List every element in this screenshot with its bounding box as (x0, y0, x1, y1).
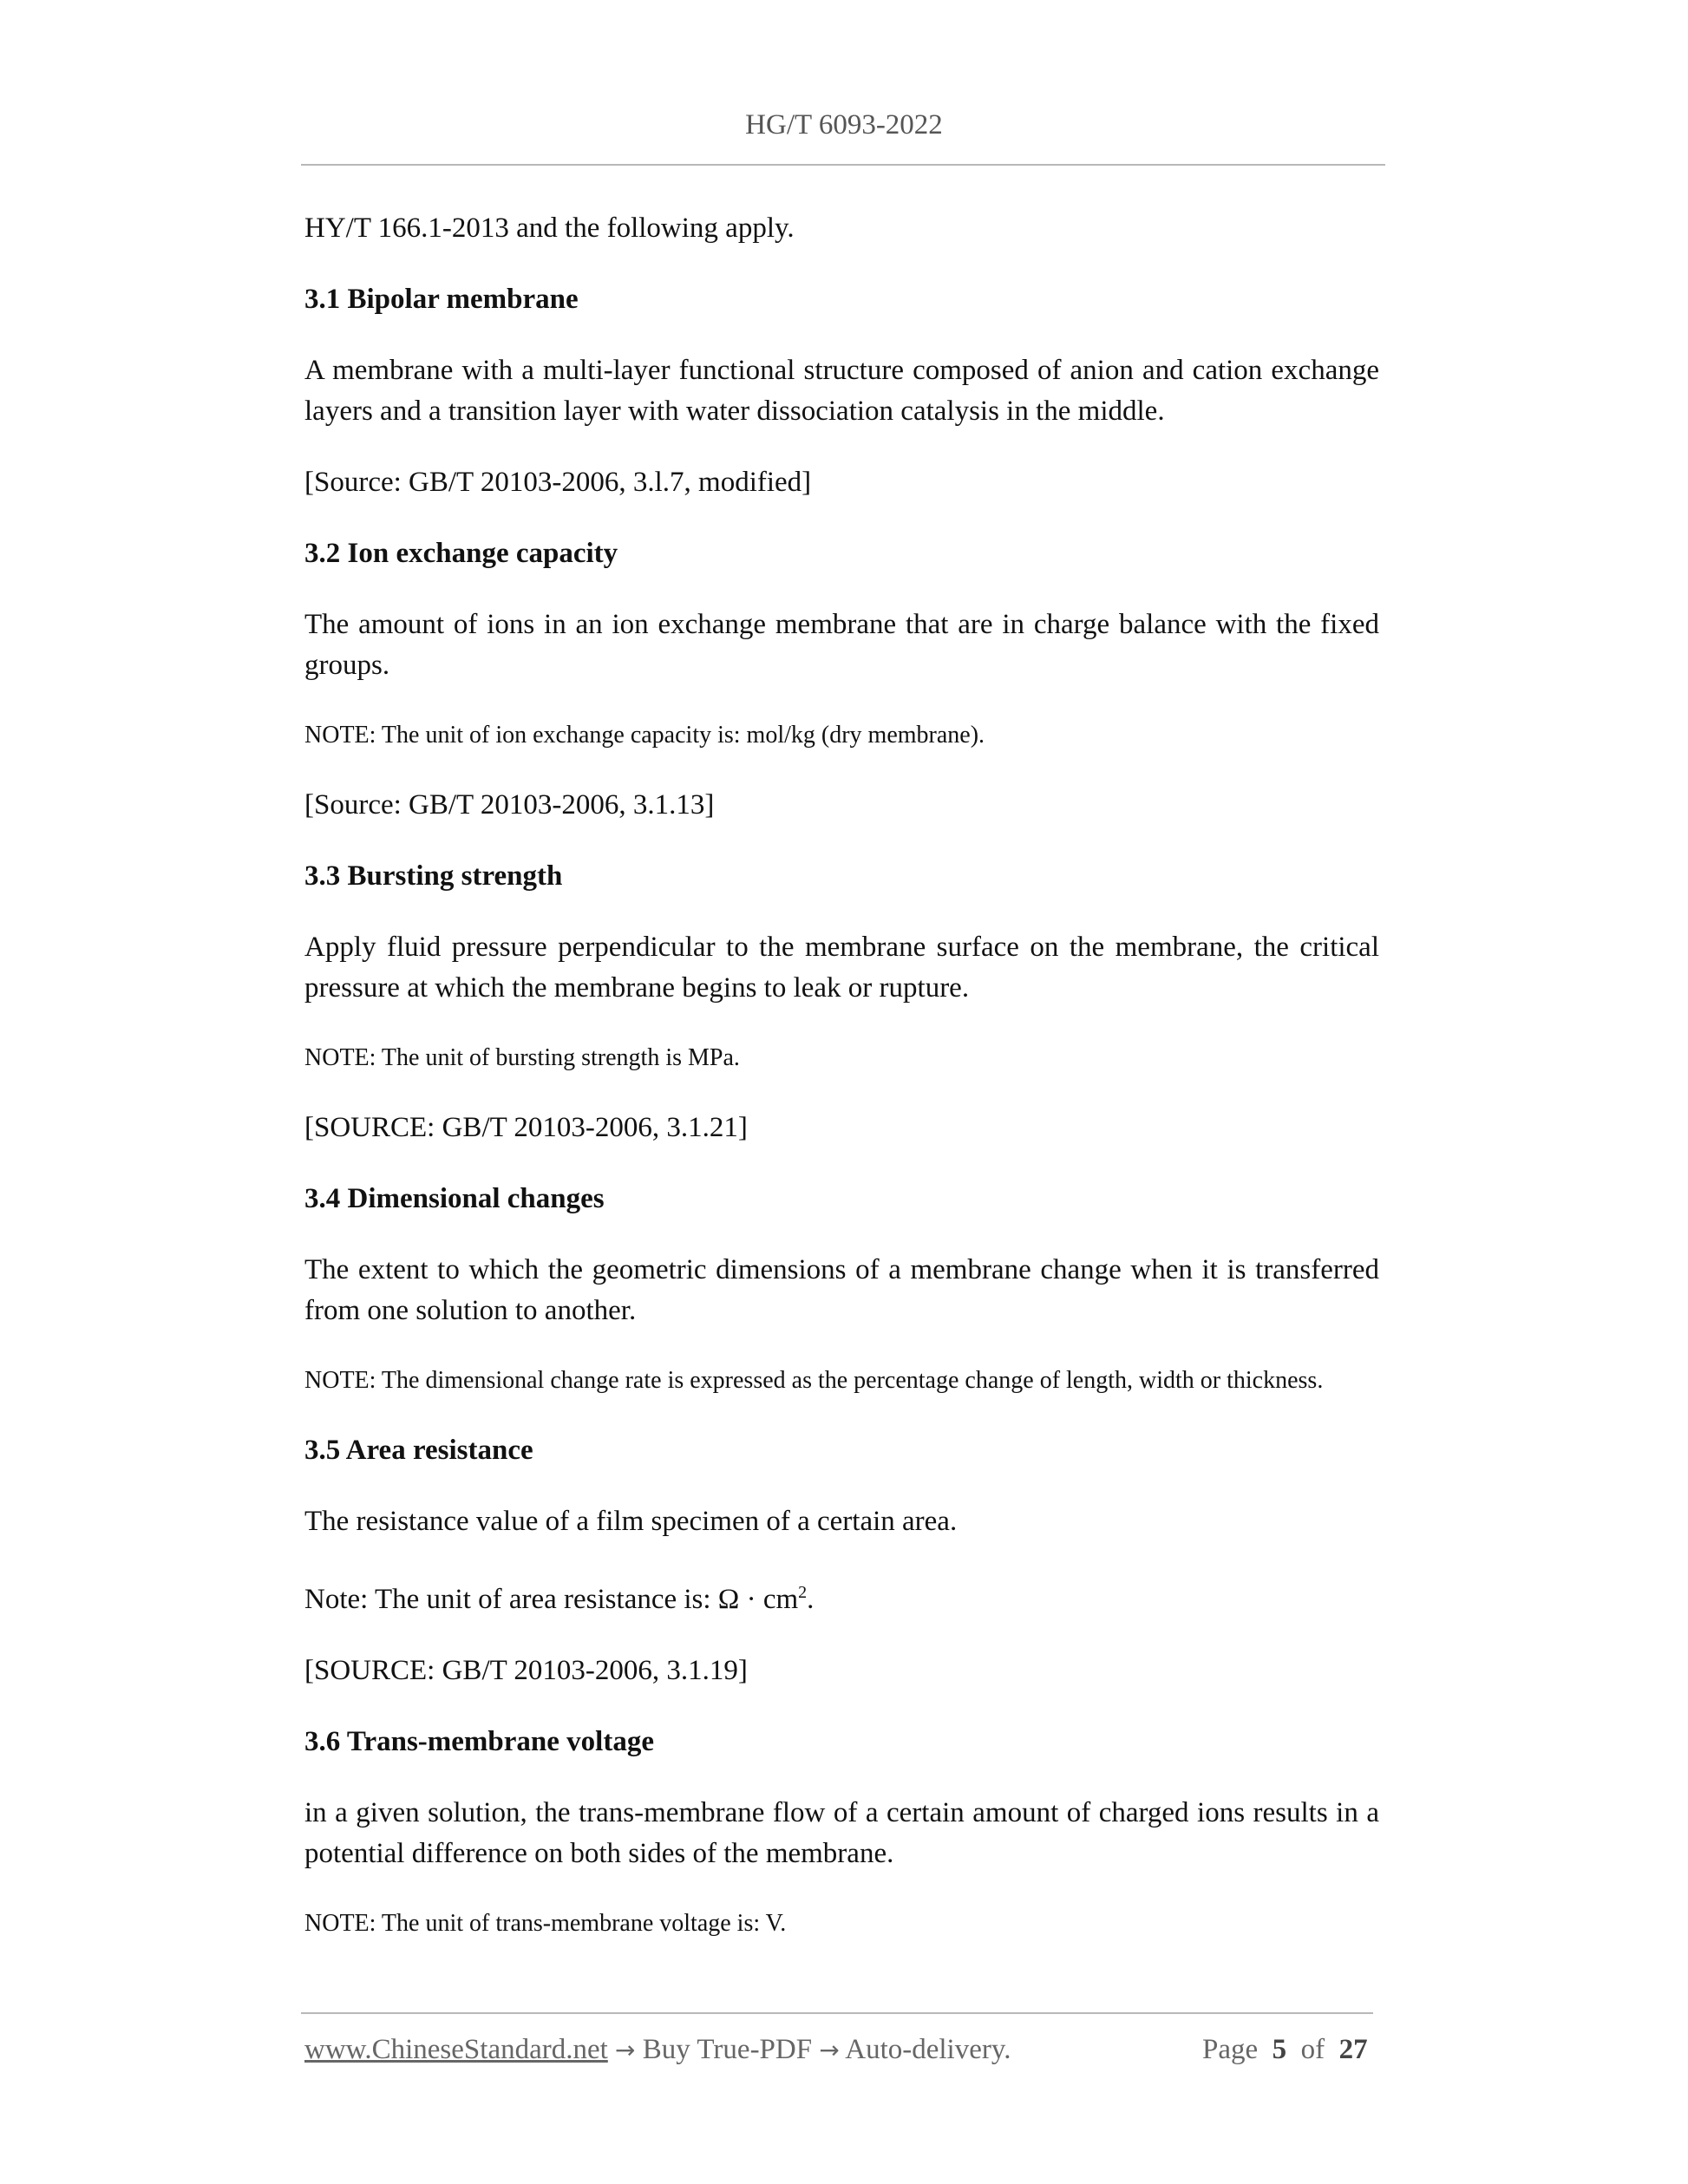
chinesestandard-link[interactable]: www.ChineseStandard.net (304, 2034, 608, 2065)
area-resistance-note-period: . (807, 1584, 815, 1615)
page-number (1202, 2034, 1368, 2066)
section-3-3-definition: Apply fluid pressure perpendicular to the membrane surface on the membrane, the critical pressure at which the membrane begins to leak or rupture. (304, 932, 1379, 1004)
section-3-3-source: [SOURCE: GB/T 20103-2006, 3.1.21] (304, 1112, 748, 1143)
section-3-3-note: NOTE: The unit of bursting strength is MPa. (304, 1044, 740, 1071)
section-3-4-note: NOTE: The dimensional change rate is expressed as the percentage change of length, width or thickness. (304, 1367, 1324, 1394)
header-divider (301, 164, 1385, 166)
of-label: of (1300, 2034, 1325, 2065)
section-3-1-definition: A membrane with a multi-layer functional structure composed of anion and cation exchange layers and a transition layer with water dissociation catalysis in the middle. (304, 355, 1379, 427)
footer-divider (301, 2012, 1373, 2014)
total-pages: 27 (1338, 2034, 1368, 2065)
area-resistance-note-text: Note: The unit of area resistance is: Ω · cm (304, 1584, 799, 1615)
buy-true-pdf-text: Buy True-PDF (642, 2034, 813, 2065)
page-content (304, 208, 1379, 1941)
header-standard-number: HG/T 6093-2022 (745, 109, 943, 141)
arrow-right-icon: → (819, 2036, 840, 2064)
section-3-4-heading: 3.4 Dimensional changes (304, 1183, 605, 1214)
section-3-2-heading: 3.2 Ion exchange capacity (304, 538, 618, 569)
page-label: Page (1202, 2034, 1259, 2065)
section-3-5-definition: The resistance value of a film specimen of a certain area. (304, 1506, 958, 1537)
area-resistance-superscript: 2 (798, 1583, 808, 1602)
section-3-2-note: NOTE: The unit of ion exchange capacity is: mol/kg (dry membrane). (304, 722, 985, 749)
intro-text: HY/T 166.1-2013 and the following apply. (304, 213, 795, 244)
current-page: 5 (1272, 2034, 1287, 2065)
section-3-2-source: [Source: GB/T 20103-2006, 3.1.13] (304, 789, 715, 821)
footer-promo (304, 2034, 1011, 2066)
section-3-4-definition: The extent to which the geometric dimensions of a membrane change when it is transferred from one solution to another. (304, 1254, 1379, 1326)
section-3-2-definition: The amount of ions in an ion exchange membrane that are in charge balance with the fixed groups. (304, 609, 1379, 681)
section-3-1-heading: 3.1 Bipolar membrane (304, 284, 579, 315)
auto-delivery-text: Auto-delivery. (845, 2034, 1011, 2065)
section-3-6-note: NOTE: The unit of trans-membrane voltage is: V. (304, 1910, 787, 1937)
section-3-6-definition: in a given solution, the trans-membrane flow of a certain amount of charged ions results in a potential difference on both sides of the membrane. (304, 1797, 1379, 1869)
section-3-5-note (304, 1573, 1379, 1620)
section-3-1-source: [Source: GB/T 20103-2006, 3.l.7, modified] (304, 467, 812, 498)
section-3-3-heading: 3.3 Bursting strength (304, 860, 563, 892)
section-3-5-heading: 3.5 Area resistance (304, 1435, 533, 1466)
section-3-5-source: [SOURCE: GB/T 20103-2006, 3.1.19] (304, 1655, 748, 1686)
arrow-right-icon: → (615, 2036, 636, 2064)
section-3-6-heading: 3.6 Trans-membrane voltage (304, 1726, 654, 1757)
